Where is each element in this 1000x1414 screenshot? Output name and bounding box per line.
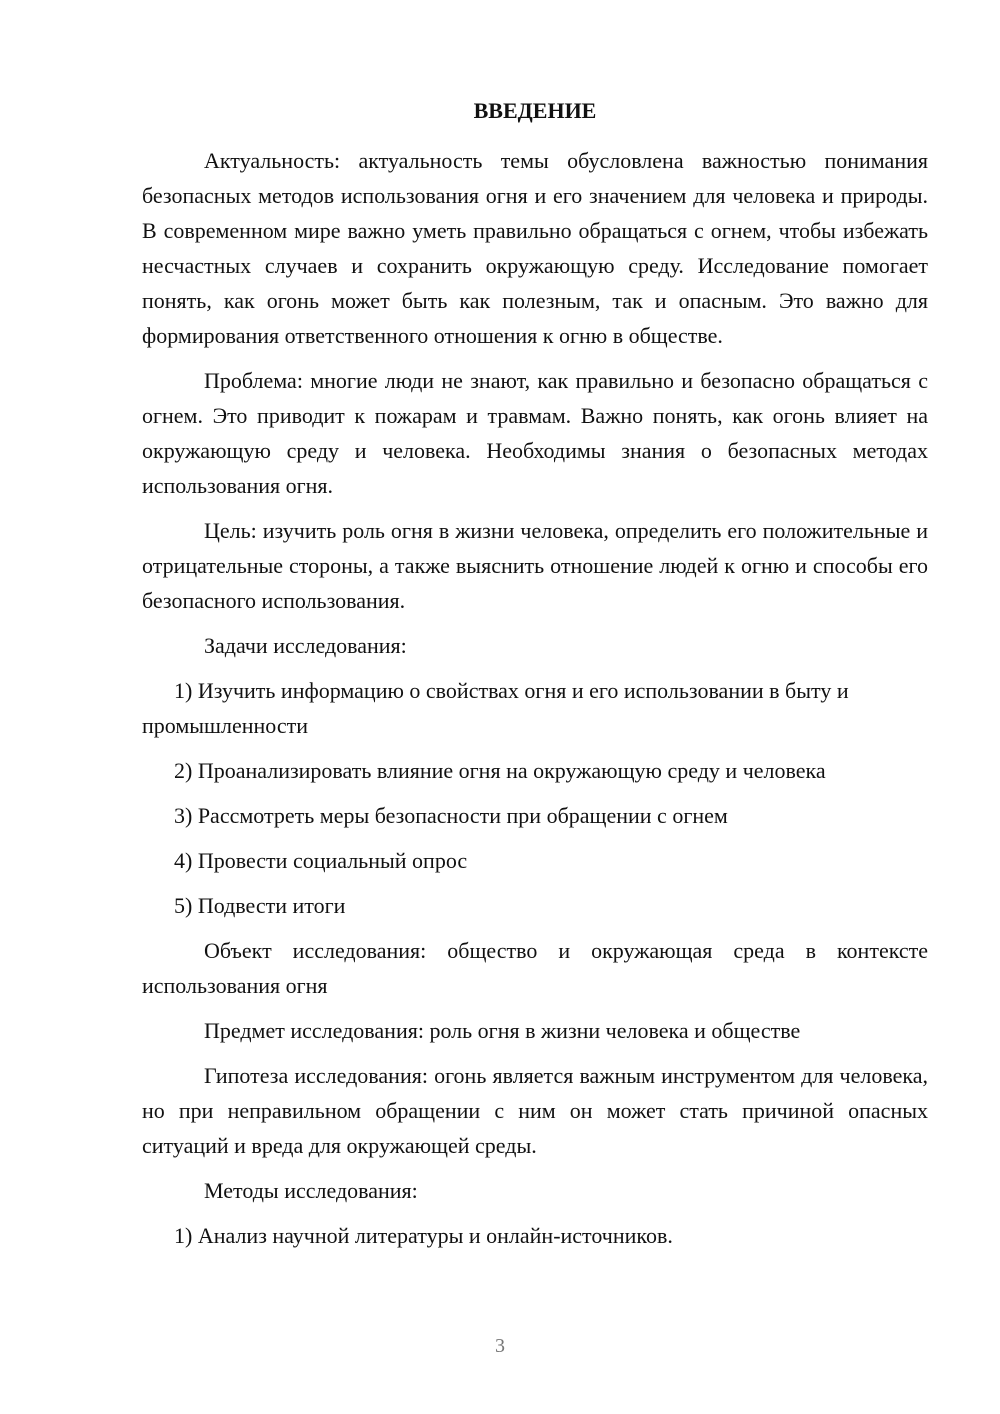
tasks-title: Задачи исследования: [204,633,407,658]
relevance-paragraph: Актуальность: актуальность темы обусловлена важностью понимания безопасных методов использования огня и его значением для человека и природы. В современном мире важно уметь правильно обращаться с огнем, чтобы избежать несчастных случаев и сохранить окружающую среду. Исследование помогает понять, как огонь может быть как полезным, так и опасным. Это важно для формирования ответственного отношения к огню в обществе. [142,148,928,348]
task-item-1: 1) Изучить информацию о свойствах огня и его использовании в быту и промышленности [142,678,849,738]
document-body [142,143,928,1253]
task-item-2: 2) Проанализировать влияние огня на окружающую среду и человека [174,758,826,783]
object-paragraph: Объект исследования: общество и окружающая среда в контексте использования огня [142,938,928,998]
task-item-4: 4) Провести социальный опрос [174,848,468,873]
method-item-1: 1) Анализ научной литературы и онлайн-источников. [174,1223,673,1248]
task-item-5: 5) Подвести итоги [174,893,346,918]
problem-paragraph: Проблема: многие люди не знают, как правильно и безопасно обращаться с огнем. Это приводит к пожарам и травмам. Важно понять, как огонь влияет на окружающую среду и человека. Необходимы знания о безопасных методах использования огня. [142,368,928,498]
section-heading: ВВЕДЕНИЕ [473,98,597,123]
page-number: 3 [495,1335,505,1357]
subject-paragraph: Предмет исследования: роль огня в жизни человека и обществе [204,1018,801,1043]
methods-title: Методы исследования: [204,1178,418,1203]
hypothesis-paragraph: Гипотеза исследования: огонь является важным инструментом для человека, но при неправильном обращении с ним он может стать причиной опасных ситуаций и вреда для окружающей среды. [142,1063,928,1158]
goal-paragraph: Цель: изучить роль огня в жизни человека, определить его положительные и отрицательные стороны, а также выяснить отношение людей к огню и способы его безопасного использования. [142,518,928,613]
task-item-3: 3) Рассмотреть меры безопасности при обращении с огнем [174,803,728,828]
